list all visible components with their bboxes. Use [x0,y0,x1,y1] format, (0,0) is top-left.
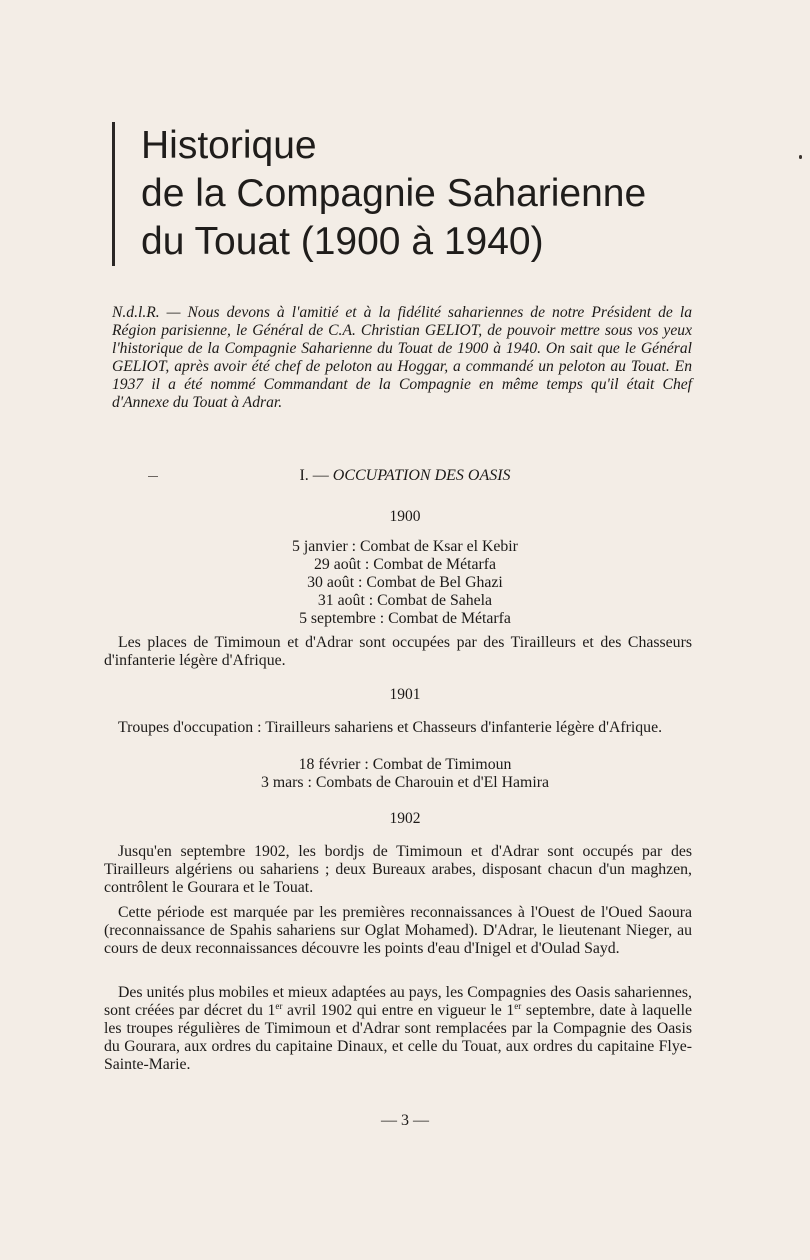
event-line: 31 août : Combat de Sahela [317,592,493,609]
event-line: 30 août : Combat de Bel Ghazi [307,574,503,591]
event-line: 5 janvier : Combat de Ksar el Kebir [292,538,518,555]
paragraph-1900: Les places de Timimoun et d'Adrar sont occupées par des Tirailleurs et des Chasseurs d'infanterie légère d'Afrique. [104,634,692,669]
p3-text-a: Des unités plus mobiles et mieux adaptées au pays, les Compagnies des Oasis sahariennes, sont créées par décret du 1 [104,984,692,1019]
event-line: 29 août : Combat de Métarfa [313,556,497,573]
title-line-3: du Touat (1900 à 1940) [141,220,544,263]
editor-note: N.d.l.R. — Nous devons à l'amitié et à la fidélité sahariennes de notre Président de la Région parisienne, le Général de C.A. Christian GELIOT, de pouvoir mettre sous vos yeux l'historique de la Compagnie Saharienne du Touat de 1900 à 1940. On sait que le Général GELIOT, après avoir été chef de peloton au Hoggar, a commandé un peloton au Touat. En 1937 il a été nommé Commandant de la Compagnie en même temps qu'il était Chef d'Annexe du Touat à Adrar. [112,304,692,411]
article-title [112,122,741,266]
year-1901-heading: 1901 [389,686,421,703]
paragraph-1902-a: Jusqu'en septembre 1902, les bordjs de Timimoun et d'Adrar sont occupés par des Tirailleurs algériens ou sahariens ; deux Bureaux arabes, disposant chacun d'un maghzen, contrôlent le Gourara et le Touat. [104,843,692,896]
section-heading [0,467,810,485]
ordinal-sup: er [275,1001,283,1011]
title-line-2: de la Compagnie Saharienne [141,172,647,215]
ordinal-sup: er [514,1001,522,1011]
paper-speck [799,155,802,159]
paragraph-1902-c [104,984,692,1074]
events-1900 [0,538,810,628]
p3-text-c: septembre, date à laquelle les troupes régulières de Timimoun et d'Adrar sont remplacées par la Compagnie des Oasis du Gourara, aux ordres du capitaine Dinaux, et celle du Touat, aux ordres du capitaine Flye-Sainte-Marie. [104,1002,693,1073]
page-number: — 3 — [381,1112,429,1129]
section-title: OCCUPATION DES OASIS [332,467,511,484]
year-1900-heading: 1900 [389,508,421,525]
year-1902-heading: 1902 [389,810,421,827]
events-1901 [0,756,810,792]
section-number: I. — [299,467,329,484]
event-line: 18 février : Combat de Timimoun [298,756,512,773]
title-line-1: Historique [141,124,317,167]
event-line: 5 septembre : Combat de Métarfa [299,610,511,627]
p3-text-b: avril 1902 qui entre en vigueur le 1 [282,1002,515,1019]
paragraph-1901: Troupes d'occupation : Tirailleurs sahariens et Chasseurs d'infanterie légère d'Afrique. [118,719,663,736]
event-line: 3 mars : Combats de Charouin et d'El Hamira [260,774,549,791]
paragraph-1902-b: Cette période est marquée par les premières reconnaissances à l'Ouest de l'Oued Saoura (reconnaissance de Spahis sahariens sur Oglat Mohamed). D'Adrar, le lieutenant Nieger, au cours de deux reconnaissances découvre les points d'eau d'Inigel et d'Oulad Sayd. [104,904,692,957]
